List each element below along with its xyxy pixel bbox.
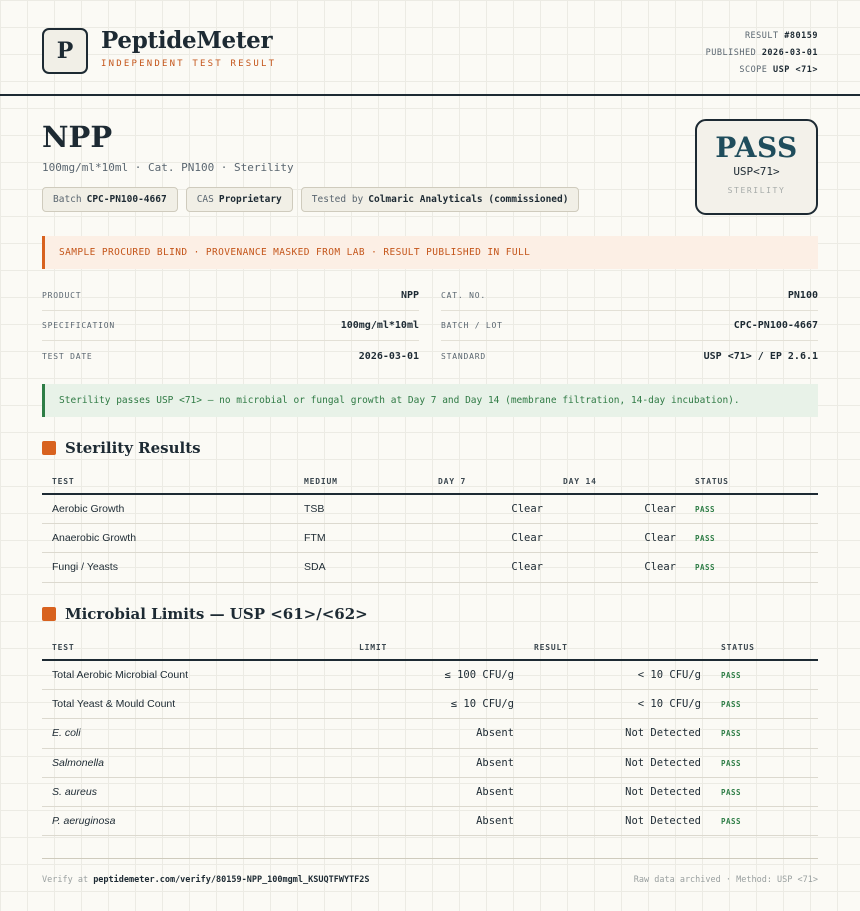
chip-tested-by-label: Tested by xyxy=(311,194,364,205)
info-value: 100mg/ml*10ml xyxy=(340,320,419,331)
footer-method: Raw data archived · Method: USP <71> xyxy=(633,875,818,885)
cell-result: < 10 CFU/g xyxy=(637,698,701,711)
brand-name: PeptideMeter xyxy=(101,27,273,54)
table-row xyxy=(42,807,818,836)
info-label: CAT. NO. xyxy=(441,291,486,300)
col-test: TEST xyxy=(52,477,75,486)
verify-line xyxy=(42,875,370,885)
meta-scope-value: USP <71> xyxy=(773,65,818,75)
chip-tested-by-value: Colmaric Analyticals (commissioned) xyxy=(368,194,569,205)
cell-limit: Absent xyxy=(476,756,514,769)
brand-logo: P xyxy=(42,28,88,74)
verify-link[interactable]: peptidemeter.com/verify/80159-NPP_100mgml_KSUQTFWYTF2S xyxy=(93,875,370,885)
report-footer xyxy=(42,858,818,885)
product-subtitle: 100mg/ml*10ml · Cat. PN100 · Sterility xyxy=(42,161,294,174)
cell-day7: Clear xyxy=(511,532,543,545)
info-row xyxy=(42,281,419,311)
table-row xyxy=(42,524,818,553)
cell-limit: Absent xyxy=(476,814,514,827)
status-badge: PASS xyxy=(721,758,742,768)
info-row xyxy=(441,341,818,371)
table-row xyxy=(42,495,818,524)
info-label: PRODUCT xyxy=(42,291,82,300)
col-status: STATUS xyxy=(695,477,729,486)
status-badge: PASS xyxy=(721,671,742,680)
cell-result: Not Detected xyxy=(625,785,701,798)
cell-result: Not Detected xyxy=(625,727,701,740)
chip-batch xyxy=(42,187,178,212)
verdict-scope: STERILITY xyxy=(727,186,786,195)
cell-result: Not Detected xyxy=(625,814,701,827)
cell-test: Total Yeast & Mould Count xyxy=(52,698,176,711)
table-row xyxy=(42,553,818,582)
info-label: STANDARD xyxy=(441,351,486,361)
cell-medium: TSB xyxy=(304,503,325,515)
meta-scope xyxy=(706,62,818,79)
info-value: USP <71> / EP 2.6.1 xyxy=(703,350,818,362)
cell-test: Anaerobic Growth xyxy=(52,532,137,545)
meta-published-label: PUBLISHED xyxy=(705,48,757,58)
chip-cas-value: Proprietary xyxy=(218,194,282,205)
section-marker-icon xyxy=(42,607,56,621)
meta-result xyxy=(706,28,818,45)
cell-test: Salmonella xyxy=(52,756,104,769)
sterility-title-text: Sterility Results xyxy=(65,439,201,457)
cell-test: E. coli xyxy=(52,727,81,740)
report-meta xyxy=(706,28,818,79)
sterility-section-title xyxy=(42,439,201,457)
info-column-right xyxy=(441,281,818,371)
info-label: SPECIFICATION xyxy=(42,321,116,330)
cell-test: S. aureus xyxy=(52,785,97,798)
cell-test: P. aeruginosa xyxy=(52,814,116,827)
status-badge: PASS xyxy=(695,534,716,544)
info-value: 2026-03-01 xyxy=(358,350,419,362)
cell-test: Aerobic Growth xyxy=(52,503,125,515)
info-row xyxy=(42,341,419,371)
chip-batch-label: Batch xyxy=(53,194,82,205)
cell-day7: Clear xyxy=(511,561,543,574)
status-badge: PASS xyxy=(721,816,742,826)
status-badge: PASS xyxy=(695,563,716,573)
col-test: TEST xyxy=(52,643,75,652)
meta-result-label: RESULT xyxy=(744,31,779,41)
table-header xyxy=(42,632,818,661)
microbial-table xyxy=(42,632,818,836)
cell-limit: ≤ 100 CFU/g xyxy=(444,669,514,681)
info-row xyxy=(42,311,419,341)
sterility-summary-notice: Sterility passes USP <71> — no microbial or fungal growth at Day 7 and Day 14 (membrane filtration, 14-day incubation). xyxy=(42,384,818,417)
meta-published xyxy=(706,45,818,62)
chip-cas xyxy=(186,187,293,212)
info-value: NPP xyxy=(400,290,419,301)
table-row xyxy=(42,661,818,690)
table-row xyxy=(42,778,818,807)
table-row xyxy=(42,719,818,748)
info-value: CPC-PN100-4667 xyxy=(733,320,818,331)
info-column-left xyxy=(42,281,419,371)
chip-cas-label: CAS xyxy=(196,194,214,205)
sterility-table xyxy=(42,466,818,583)
table-row xyxy=(42,690,818,719)
status-badge: PASS xyxy=(721,700,742,710)
cell-medium: SDA xyxy=(304,561,326,574)
cell-limit: ≤ 10 CFU/g xyxy=(450,698,514,711)
col-result: RESULT xyxy=(534,643,568,652)
col-day7: DAY 7 xyxy=(438,477,467,486)
status-badge: PASS xyxy=(721,787,742,797)
cell-day7: Clear xyxy=(511,503,543,515)
verify-prefix: Verify at xyxy=(42,875,89,885)
chip-tested-by xyxy=(301,187,580,212)
product-name: NPP xyxy=(42,120,113,154)
meta-result-value: #80159 xyxy=(784,31,818,41)
table-row xyxy=(42,749,818,778)
status-badge: PASS xyxy=(721,729,742,739)
cell-result: Not Detected xyxy=(625,756,701,769)
cell-test: Total Aerobic Microbial Count xyxy=(52,669,188,681)
table-header xyxy=(42,466,818,495)
col-limit: LIMIT xyxy=(359,643,388,652)
col-day14: DAY 14 xyxy=(563,477,597,486)
status-badge: PASS xyxy=(695,505,716,514)
cell-limit: Absent xyxy=(476,785,514,798)
cell-day14: Clear xyxy=(644,561,676,574)
info-value: PN100 xyxy=(787,290,818,301)
blind-procurement-notice: SAMPLE PROCURED BLIND · PROVENANCE MASKED FROM LAB · RESULT PUBLISHED IN FULL xyxy=(42,236,818,269)
cell-day14: Clear xyxy=(644,503,676,515)
col-medium: MEDIUM xyxy=(304,477,338,486)
cell-test: Fungi / Yeasts xyxy=(52,561,118,574)
verdict-badge xyxy=(695,119,818,215)
brand-tagline: INDEPENDENT TEST RESULT xyxy=(101,59,277,69)
verdict-word: PASS xyxy=(715,131,798,164)
info-label: BATCH / LOT xyxy=(441,321,503,330)
microbial-title-text: Microbial Limits — USP <61>/<62> xyxy=(65,605,368,623)
col-status: STATUS xyxy=(721,643,755,652)
chip-batch-value: CPC-PN100-4667 xyxy=(86,194,167,205)
section-marker-icon xyxy=(42,441,56,455)
meta-published-value: 2026-03-01 xyxy=(761,48,818,58)
report-header xyxy=(0,0,860,96)
info-row xyxy=(441,281,818,311)
verdict-standard: USP<71> xyxy=(733,165,780,178)
meta-scope-label: SCOPE xyxy=(739,65,768,75)
microbial-section-title xyxy=(42,605,368,623)
info-row xyxy=(441,311,818,341)
cell-limit: Absent xyxy=(476,727,514,740)
cell-result: < 10 CFU/g xyxy=(637,669,701,681)
info-label: TEST DATE xyxy=(42,351,93,361)
cell-day14: Clear xyxy=(644,532,676,545)
product-chips xyxy=(42,187,579,212)
cell-medium: FTM xyxy=(304,532,326,545)
